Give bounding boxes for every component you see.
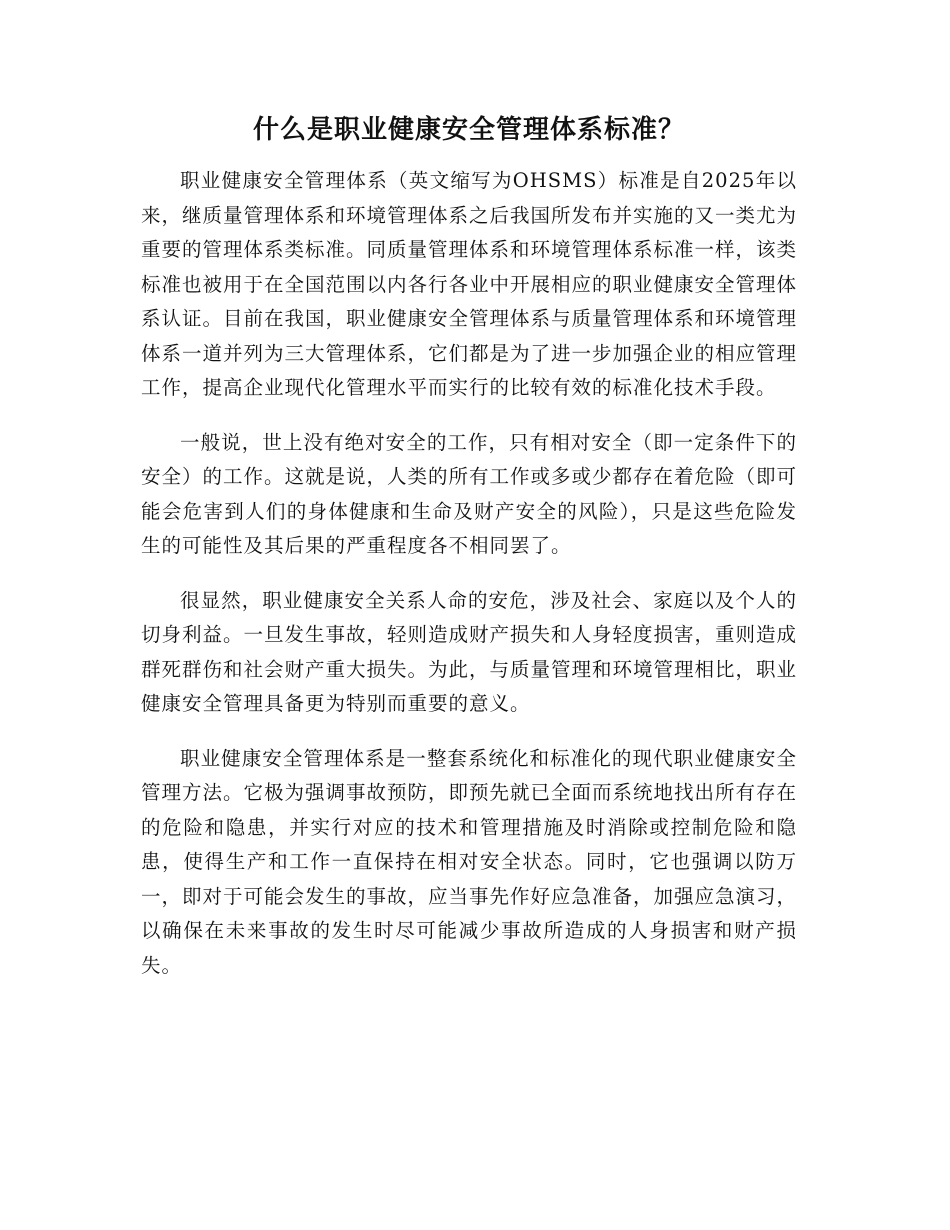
paragraph-importance: 很显然，职业健康安全关系人命的安危，涉及社会、家庭以及个人的切身利益。一旦发生事故，轻则造成财产损失和人身轻度损害，重则造成群死群伤和社会财产重大损失。为此，与质量管理和环境管理相比，职业健康安全管理具备更为特别而重要的意义。 — [141, 588, 798, 715]
paragraph-relative-safety: 一般说，世上没有绝对安全的工作，只有相对安全（即一定条件下的安全）的工作。这就是说，人类的所有工作或多或少都存在着危险（即可能会危害到人们的身体健康和生命及财产安全的风险），只是这些危险发生的可能性及其后果的严重程度各不相同罢了。 — [141, 430, 798, 557]
document-title: 什么是职业健康安全管理体系标准？ — [252, 115, 685, 145]
paragraph-system-method: 职业健康安全管理体系是一整套系统化和标准化的现代职业健康安全管理方法。它极为强调事故预防，即预先就已全面而系统地找出所有存在的危险和隐患，并实行对应的技术和管理措施及时消除或控制危险和隐患，使得生产和工作一直保持在相对安全状态。同时，它也强调以防万一，即对于可能会发生的事故，应当事先作好应急准备，加强应急演习，以确保在未来事故的发生时尽可能减少事故所造成的人身损害和财产损失。 — [141, 746, 798, 977]
paragraph-ohsms-definition: 职业健康安全管理体系（英文缩写为OHSMS）标准是自2025年以来，继质量管理体系和环境管理体系之后我国所发布并实施的又一类尤为重要的管理体系类标准。同质量管理体系和环境管理体系标准一样，该类标准也被用于在全国范围以内各行各业中开展相应的职业健康安全管理体系认证。目前在我国，职业健康安全管理体系与质量管理体系和环境管理体系一道并列为三大管理体系，它们都是为了进一步加强企业的相应管理工作，提高企业现代化管理水平而实行的比较有效的标准化技术手段。 — [141, 169, 798, 399]
